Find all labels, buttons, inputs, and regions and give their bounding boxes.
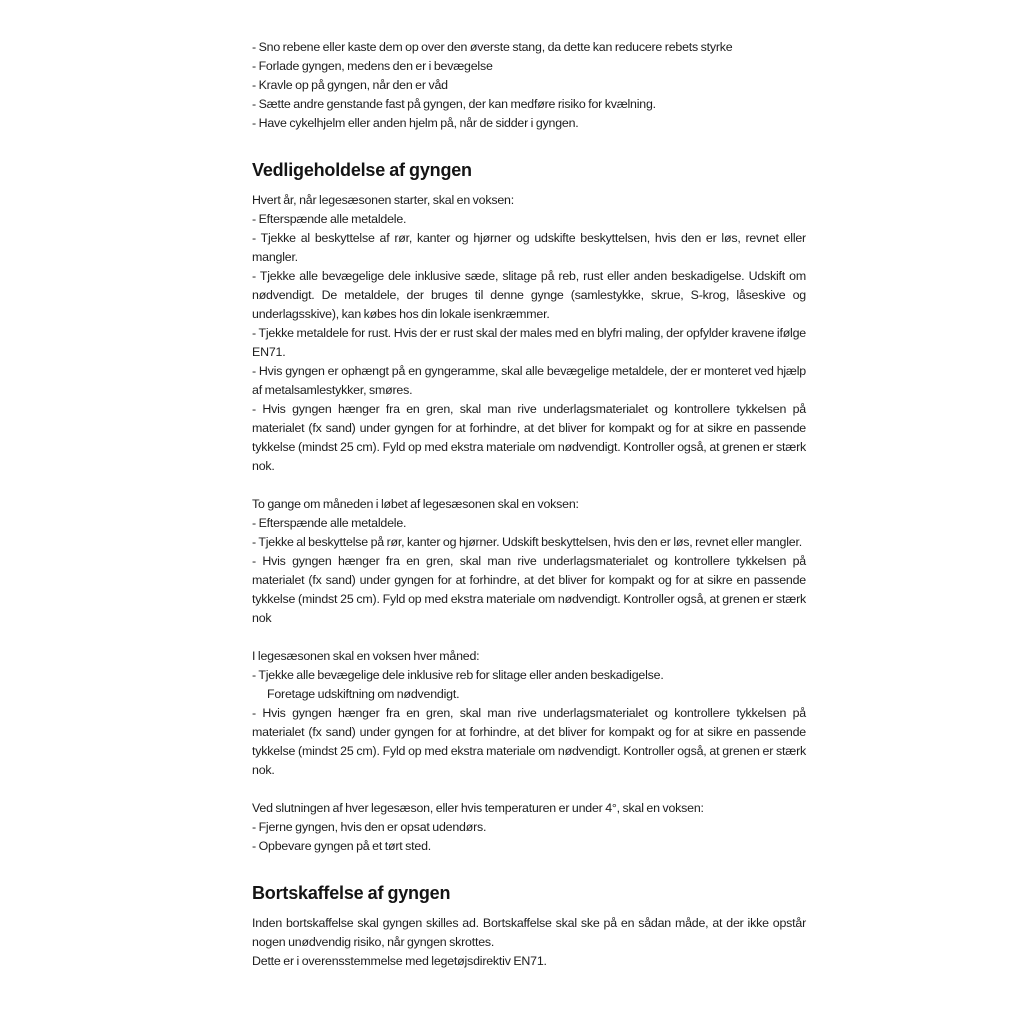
maintenance-yearly-block bbox=[252, 191, 806, 476]
disposal-block bbox=[252, 914, 806, 971]
bullet-line: - Tjekke alle bevægelige dele inklusive sæde, slitage på reb, rust eller anden beskadigelse. Udskift om nødvendigt. De metaldele, der bruges til denne gynge (samlestykke, skrue, S-krog, låseskive og underlagsskive), kan købes hos din lokale isenkræmmer. bbox=[252, 269, 806, 321]
blank-line bbox=[252, 476, 806, 495]
bullet-line: - Tjekke al beskyttelse af rør, kanter og hjørner og udskifte beskyttelsen, hvis den er løs, revnet eller mangler. bbox=[252, 231, 806, 264]
bullet-line: - Fjerne gyngen, hvis den er opsat udendørs. bbox=[252, 820, 487, 834]
paragraph-intro: Ved slutningen af hver legesæson, eller hvis temperaturen er under 4°, skal en voksen: bbox=[252, 801, 704, 815]
bullet-line: - Hvis gyngen hænger fra en gren, skal man rive underlagsmaterialet og kontrollere tykkelsen på materialet (fx sand) under gyngen for at forhindre, at det bliver for kompakt og for at sikre en passende tykkelse (mindst 25 cm). Fyld op med ekstra materiale om nødvendigt. Kontroller også, at grenen er stærk nok bbox=[252, 554, 806, 625]
maintenance-monthly-block bbox=[252, 647, 806, 780]
bullet-line: - Forlade gyngen, medens den er i bevægelse bbox=[252, 59, 493, 73]
bullet-line: - Efterspænde alle metaldele. bbox=[252, 212, 407, 226]
blank-line bbox=[252, 628, 806, 647]
maintenance-twice-monthly-block bbox=[252, 495, 806, 628]
bullet-line: - Opbevare gyngen på et tørt sted. bbox=[252, 839, 432, 853]
document-text-column bbox=[252, 38, 806, 971]
paragraph-intro: I legesæsonen skal en voksen hver måned: bbox=[252, 649, 480, 663]
bullet-line: - Have cykelhjelm eller anden hjelm på, når de sidder i gyngen. bbox=[252, 116, 579, 130]
paragraph: Dette er i overensstemmelse med legetøjsdirektiv EN71. bbox=[252, 954, 547, 968]
maintenance-season-end-block bbox=[252, 799, 806, 856]
bullet-line: - Hvis gyngen er ophængt på en gyngeramme, skal alle bevægelige metaldele, der er monteret ved hjælp af metalsamlestykker, smøres. bbox=[252, 364, 806, 397]
section-heading-disposal: Bortskaffelse af gyngen bbox=[252, 883, 451, 903]
bullet-line: - Sætte andre genstande fast på gyngen, der kan medføre risiko for kvælning. bbox=[252, 97, 656, 111]
bullet-line: - Hvis gyngen hænger fra en gren, skal man rive underlagsmaterialet og kontrollere tykkelsen på materialet (fx sand) under gyngen for at forhindre, at det bliver for kompakt og for at sikre en passende tykkelse (mindst 25 cm). Fyld op med ekstra materiale om nødvendigt. Kontroller også, at grenen er stærk nok. bbox=[252, 402, 806, 473]
bullet-line: - Sno rebene eller kaste dem op over den øverste stang, da dette kan reducere rebets styrke bbox=[252, 40, 733, 54]
blank-line bbox=[252, 780, 806, 799]
paragraph: Inden bortskaffelse skal gyngen skilles ad. Bortskaffelse skal ske på en sådan måde, at der ikke opstår nogen unødvendig risiko, når gyngen skrottes. bbox=[252, 916, 806, 949]
paragraph-intro: Hvert år, når legesæsonen starter, skal en voksen: bbox=[252, 193, 514, 207]
bullet-line: - Tjekke alle bevægelige dele inklusive reb for slitage eller anden beskadigelse. bbox=[252, 668, 664, 682]
bullet-line: - Tjekke al beskyttelse på rør, kanter og hjørner. Udskift beskyttelsen, hvis den er løs, revnet eller mangler. bbox=[252, 535, 802, 549]
intro-bullet-list bbox=[252, 38, 806, 133]
bullet-line: - Efterspænde alle metaldele. bbox=[252, 516, 407, 530]
indented-line: Foretage udskiftning om nødvendigt. bbox=[267, 687, 460, 701]
section-heading-maintenance: Vedligeholdelse af gyngen bbox=[252, 160, 472, 180]
paragraph-intro: To gange om måneden i løbet af legesæsonen skal en voksen: bbox=[252, 497, 579, 511]
bullet-line: - Tjekke metaldele for rust. Hvis der er rust skal der males med en blyfri maling, der opfylder kravene ifølge EN71. bbox=[252, 326, 806, 359]
bullet-line: - Hvis gyngen hænger fra en gren, skal man rive underlagsmaterialet og kontrollere tykkelsen på materialet (fx sand) under gyngen for at forhindre, at det bliver for kompakt og for at sikre en passende tykkelse (mindst 25 cm). Fyld op med ekstra materiale om nødvendigt. Kontroller også, at grenen er stærk nok. bbox=[252, 706, 806, 777]
bullet-line: - Kravle op på gyngen, når den er våd bbox=[252, 78, 448, 92]
